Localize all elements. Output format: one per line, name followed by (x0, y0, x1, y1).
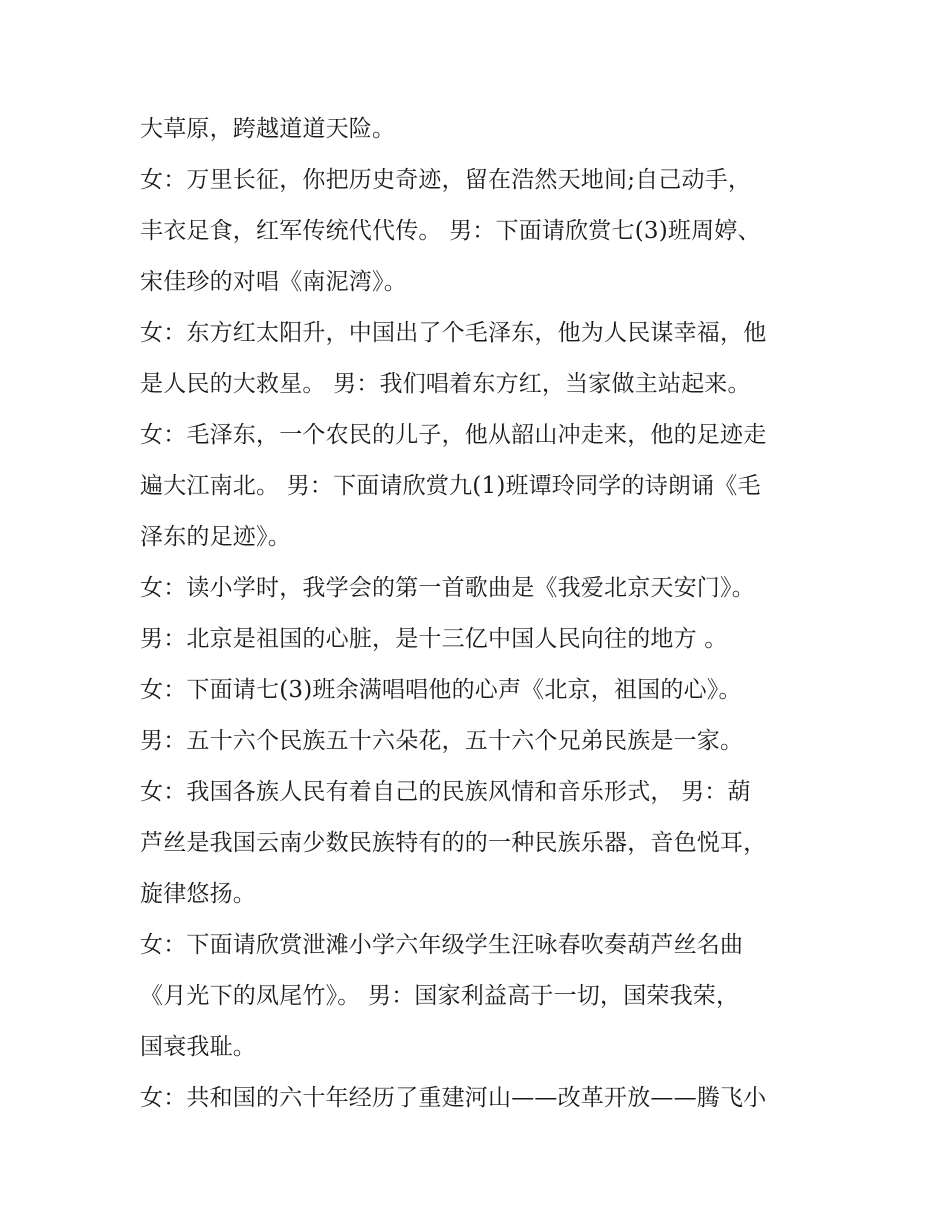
text-line: 宋佳珍的对唱《南泥湾》。 (140, 269, 407, 295)
text-line: 遍大江南北。 男：下面请欣赏九(1)班谭玲同学的诗朗诵《毛 (140, 473, 761, 499)
text-line: 女：毛泽东，一个农民的儿子，他从韶山冲走来，他的足迹走 (140, 422, 767, 448)
text-line: 大草原，跨越道道天险。 (140, 116, 396, 142)
text-line: 国衰我耻。 (140, 1034, 256, 1060)
text-line: 泽东的足迹》。 (140, 524, 291, 550)
text-line: 是人民的大救星。 男：我们唱着东方红，当家做主站起来。 (140, 371, 751, 397)
text-line: 女：万里长征，你把历史奇迹，留在浩然天地间;自己动手， (140, 167, 752, 193)
text-line: 男：五十六个民族五十六朵花，五十六个兄弟民族是一家。 (140, 728, 744, 754)
text-line: 芦丝是我国云南少数民族特有的的一种民族乐器，音色悦耳， (140, 830, 767, 856)
text-line: 女：下面请欣赏泄滩小学六年级学生汪咏春吹奏葫芦丝名曲 (140, 932, 744, 958)
text-line: 女：读小学时，我学会的第一首歌曲是《我爱北京天安门》。 (140, 575, 755, 601)
text-line: 女：我国各族人民有着自己的民族风情和音乐形式， 男：葫 (140, 779, 751, 805)
text-line: 女：下面请七(3)班余满唱唱他的心声《北京，祖国的心》。 (140, 677, 742, 703)
text-line: 男：北京是祖国的心脏，是十三亿中国人民向往的地方 。 (140, 626, 728, 652)
text-line: 丰衣足食，红军传统代代传。 男：下面请欣赏七(3)班周婷、 (140, 218, 761, 244)
text-line: 旋律悠扬。 (140, 881, 256, 907)
text-line: 女：东方红太阳升，中国出了个毛泽东，他为人民谋幸福，他 (140, 320, 767, 346)
text-line: 《月光下的凤尾竹》。 男：国家利益高于一切，国荣我荣， (140, 983, 740, 1009)
text-line: 女：共和国的六十年经历了重建河山——改革开放——腾飞小 (140, 1085, 767, 1111)
text-body (140, 104, 820, 1124)
